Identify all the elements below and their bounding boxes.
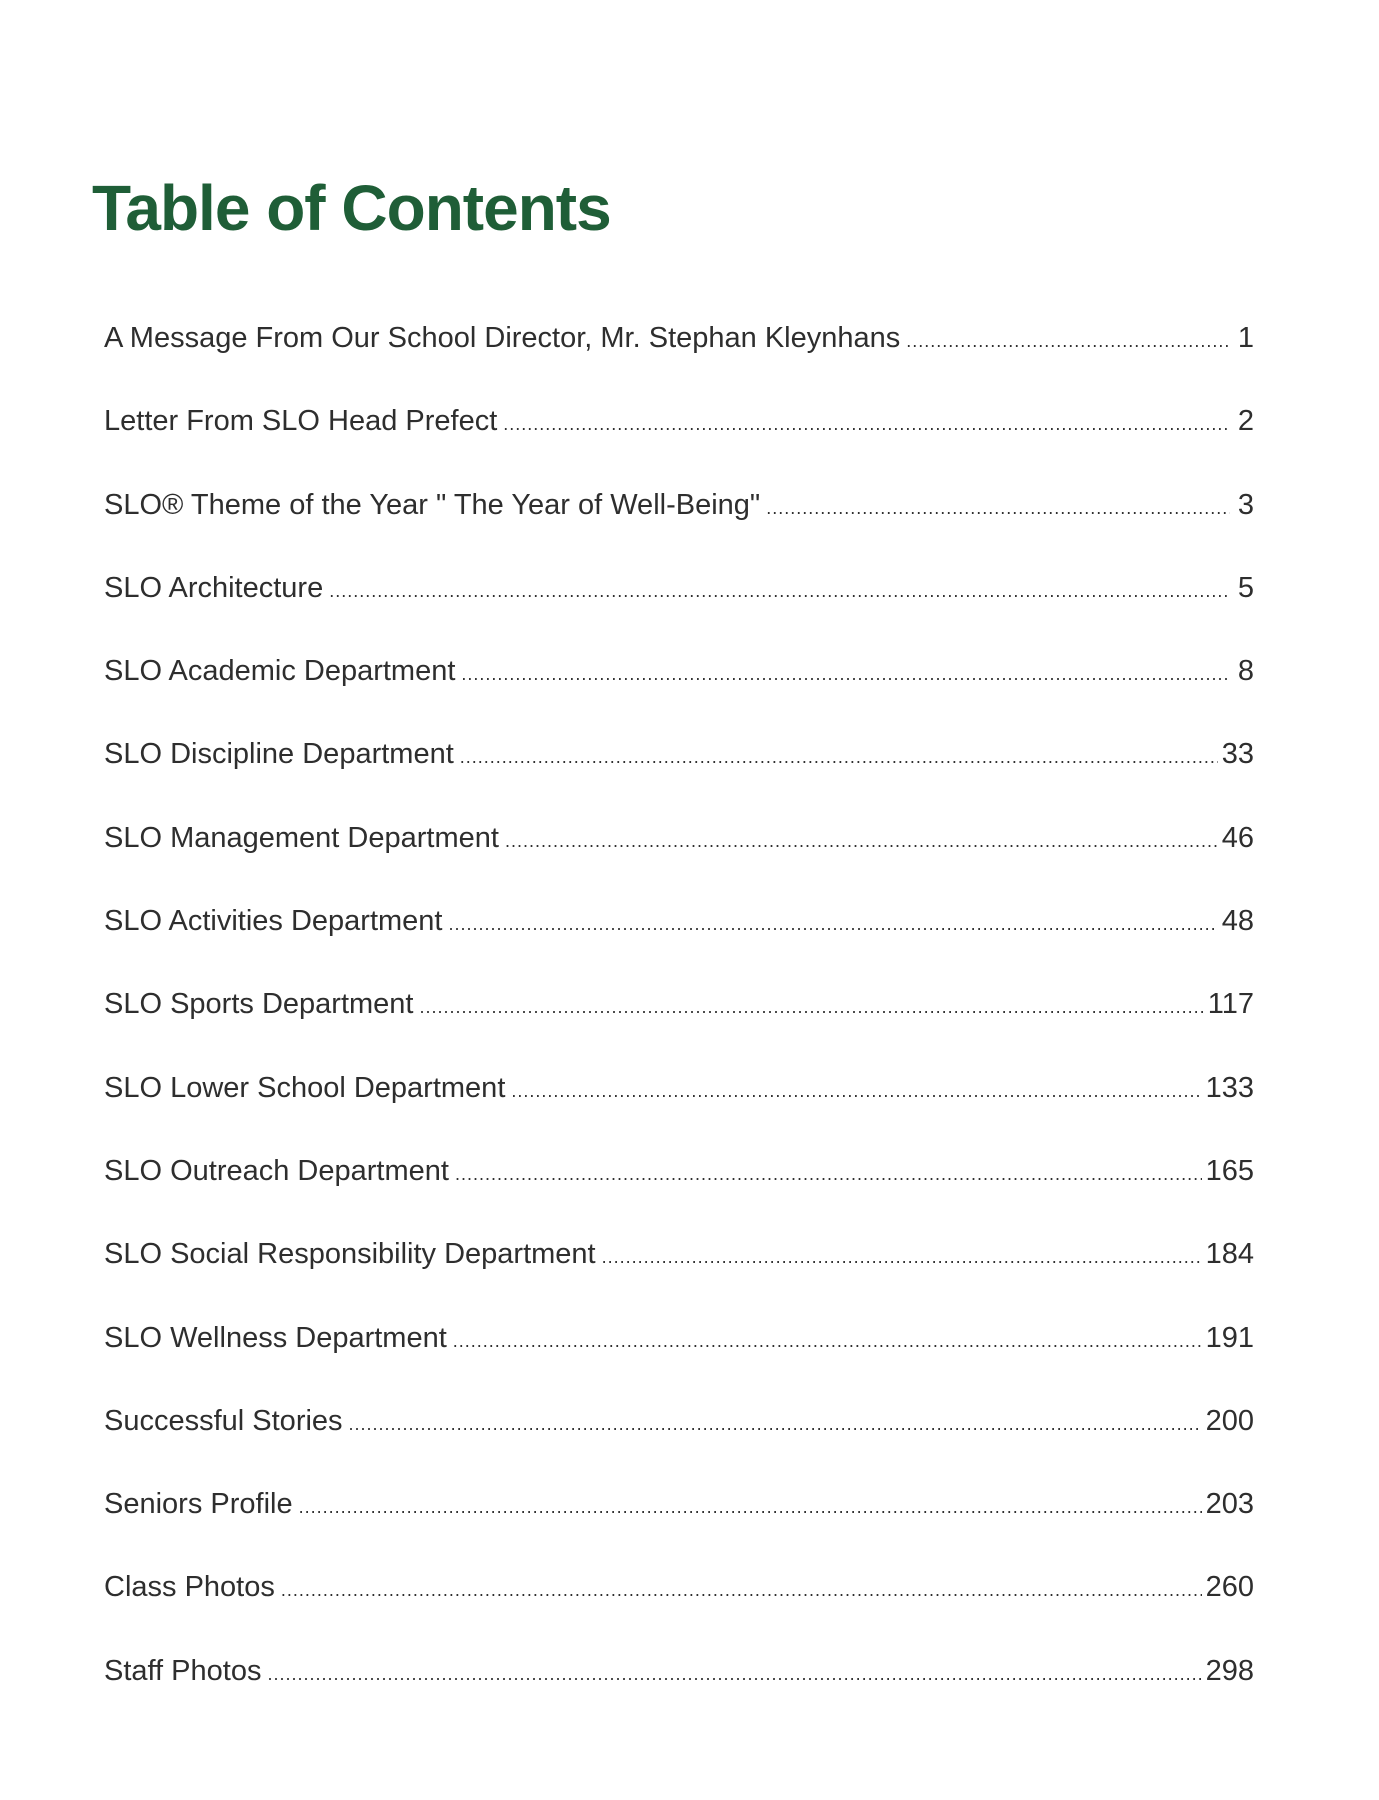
toc-entry-title: SLO Academic Department	[104, 655, 456, 688]
toc-entry-title: SLO Architecture	[104, 571, 324, 604]
toc-entry-title: SLO Outreach Department	[104, 1154, 449, 1187]
toc-page-number: 117	[1207, 988, 1254, 1021]
toc-entry[interactable]	[104, 1238, 1254, 1321]
toc-page-number: 298	[1205, 1654, 1254, 1687]
toc-page-number: 165	[1205, 1154, 1254, 1187]
toc-entry[interactable]	[104, 572, 1254, 655]
toc-entry-title: Successful Stories	[104, 1404, 343, 1437]
toc-page-number: 3	[1237, 488, 1254, 521]
toc-page-number: 8	[1237, 655, 1254, 688]
toc-page-number: 191	[1205, 1321, 1254, 1354]
toc-entry-title: SLO Wellness Department	[104, 1321, 447, 1354]
toc-entry-title: SLO Management Department	[104, 821, 499, 854]
toc-entry-title: SLO Sports Department	[104, 988, 414, 1021]
toc-entry[interactable]	[104, 988, 1254, 1071]
dot-leader	[299, 1497, 1202, 1518]
toc-page-number: 1	[1237, 322, 1254, 354]
toc-entry[interactable]	[104, 655, 1254, 738]
toc-entry[interactable]	[104, 1571, 1254, 1654]
toc-entry[interactable]	[104, 905, 1254, 988]
dot-leader	[281, 1580, 1202, 1601]
dot-leader	[461, 664, 1230, 685]
toc-page-number: 46	[1221, 821, 1254, 854]
dot-leader	[505, 831, 1218, 852]
toc-entry[interactable]	[104, 1155, 1254, 1238]
toc-entry-title: SLO® Theme of the Year " The Year of Well-Being"	[104, 488, 761, 521]
toc-entry[interactable]	[104, 1405, 1254, 1488]
dot-leader	[602, 1247, 1202, 1268]
dot-leader	[455, 1164, 1202, 1185]
dot-leader	[329, 581, 1230, 602]
toc-entry-title: Class Photos	[104, 1571, 275, 1604]
toc-entry-title: SLO Activities Department	[104, 905, 443, 938]
toc-page-number: 200	[1205, 1404, 1254, 1437]
toc-page-number: 184	[1205, 1238, 1254, 1271]
toc-entry[interactable]	[104, 405, 1254, 488]
dot-leader	[267, 1664, 1201, 1685]
toc-entry[interactable]	[104, 1488, 1254, 1571]
toc-page-number: 48	[1221, 905, 1254, 938]
toc-entry[interactable]	[104, 322, 1254, 405]
toc-page-number: 33	[1221, 738, 1254, 771]
dot-leader	[419, 997, 1203, 1018]
dot-leader	[448, 914, 1217, 935]
toc-list	[104, 322, 1254, 1738]
toc-entry[interactable]	[104, 1072, 1254, 1155]
toc-page-number: 203	[1205, 1488, 1254, 1521]
dot-leader	[766, 498, 1230, 519]
toc-page-number: 260	[1205, 1571, 1254, 1604]
dot-leader	[453, 1331, 1202, 1352]
toc-entry[interactable]	[104, 738, 1254, 821]
toc-entry[interactable]	[104, 1655, 1254, 1738]
page-title: Table of Contents	[92, 172, 611, 244]
dot-leader	[511, 1081, 1201, 1102]
toc-entry[interactable]	[104, 822, 1254, 905]
toc-page-number: 5	[1237, 571, 1254, 604]
toc-page-number: 133	[1205, 1071, 1254, 1104]
toc-entry-title: SLO Social Responsibility Department	[104, 1238, 596, 1271]
toc-entry-title: SLO Discipline Department	[104, 738, 454, 771]
toc-entry-title: Seniors Profile	[104, 1488, 293, 1521]
dot-leader	[460, 747, 1218, 768]
toc-entry-title: Letter From SLO Head Prefect	[104, 405, 498, 438]
dot-leader	[503, 414, 1230, 435]
toc-page-number: 2	[1237, 405, 1254, 438]
toc-entry-title: SLO Lower School Department	[104, 1071, 506, 1104]
dot-leader	[349, 1414, 1202, 1435]
toc-entry-title: Staff Photos	[104, 1654, 262, 1687]
dot-leader	[906, 331, 1230, 352]
toc-entry[interactable]	[104, 489, 1254, 572]
toc-entry-title: A Message From Our School Director, Mr. Stephan Kleynhans	[104, 322, 901, 354]
toc-entry[interactable]	[104, 1322, 1254, 1405]
